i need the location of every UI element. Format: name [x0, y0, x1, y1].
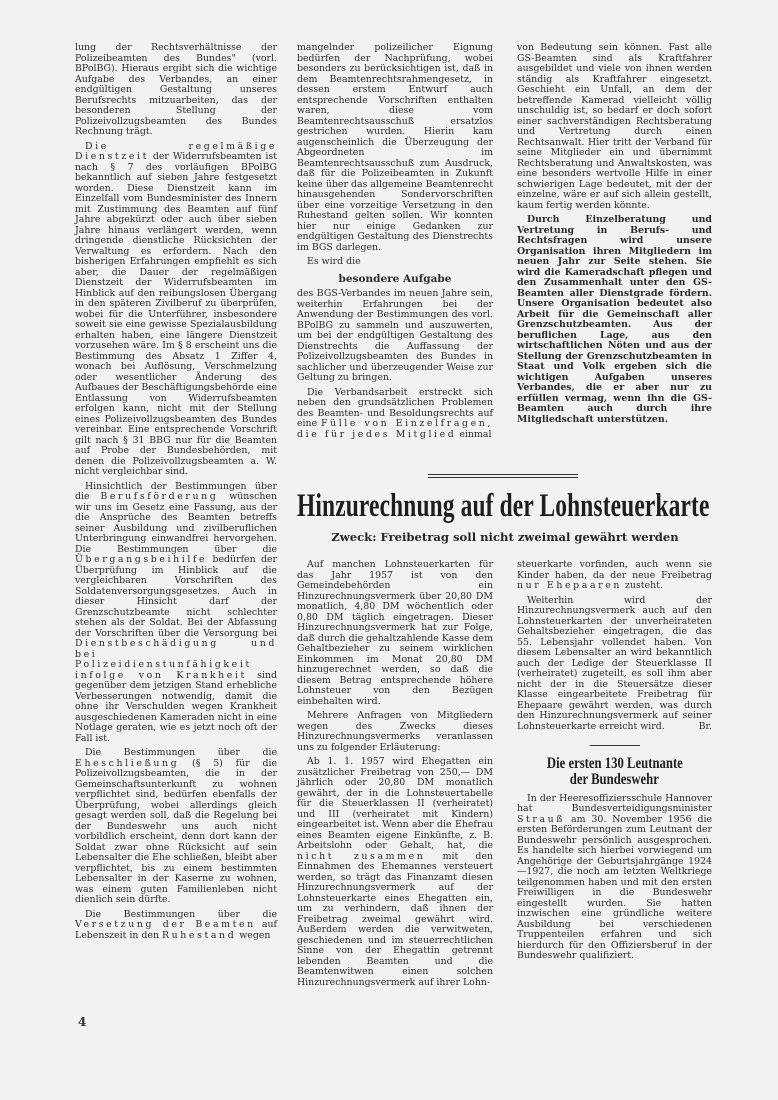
- text-run: mit den Einnahmen des Ehemannes versteuert werden, so trägt das Finanzamt diesen Hinzurechnungsvermerk auf der Lohnsteuerkarte eines Ehegatten ein, um zu verhindern, daß ihnen der Freibetrag zweimal gewährt wird. Außerdem werden die verwitweten, geschiedenen und im steuerrechtlichen Sinne von der Ehegattin getrennt lebenden Beamten und die Beamtenwitwen einen solchen Hinzurechnungsvermerk auf ihrer Lohn-: [297, 850, 494, 988]
- text-run: wünschen wir uns im Gesetz eine Fassung, aus der die Ansprüche des Beamten betreffs seiner Ausbildung und zivilberuflichen Unterbringung einwandfrei hervorgehen. Die Bestimmungen über die: [75, 491, 277, 555]
- article2-column-a: [297, 560, 493, 992]
- column-2-bottom: [297, 289, 493, 440]
- text-run: Ab 1. 1. 1957 wird Ehegatten ein zusätzlicher Freibetrag von 250,— DM jährlich oder 20,80 DM monatlich gewährt, der in die Lohnsteuertabelle für die Steuerklassen II (verheiratet) und III (verheiratet mit Kindern) eingearbeitet ist. Wenn aber die Ehefrau eines Beamten eigene Einkünfte, z. B. Arbeitslohn oder Gehalt, hat, die: [297, 756, 493, 851]
- paragraph: [517, 43, 712, 211]
- text-run: mangelnder polizeilicher Eignung bedürfen der Nachprüfung, wobei besonders zu berücksichtigen ist, daß in dem Beamtenrechtsrahmengesetz, in dessen erstem Entwurf auch entsprechende Vorschriften enthalten waren, diese vom Beamtenrechtsausschuß ersatzlos gestrichen wurden. Hierin kam augenscheinlich die Überzeugung der Abgeordneten im Beamtenrechtsausschuß zum Ausdruck, daß für die Polizeibeamten in Zukunft keine über das allgemeine Beamtenrecht hinausgehenden Sondervorschriften über eine vorzeitige Versetzung in den Ruhestand gelten sollen. Wir konnten hier nur einige Gedanken zur endgültigen Gestaltung des Dienstrechts im BGS darlegen.: [297, 42, 493, 253]
- double-rule-divider: [428, 474, 578, 478]
- text-run: von Bedeutung sein können. Fast alle GS-Beamten sind als Kraftfahrer ausgebildet und viele von ihnen werden ständig als Kraftfahrer eingesetzt. Geschieht ein Unfall, an dem der betreffende Kamerad vielleicht völlig unschuldig ist, so bedarf er doch sofort einer sachverständigen Rechtsberatung und Vertretung durch einen Rechtsanwalt. Hier tritt der Verband für seine Mitglieder ein und übernimmt Rechtsberatung und Anwaltskosten, was eine besonders wertvolle Hilfe in einer schwierigen Lage bedeutet, mit der der einzelne, wäre er auf sich allein gestellt, kaum fertig werden könnte.: [517, 42, 712, 211]
- text-run: Die Bestimmungen über die: [85, 908, 277, 920]
- paragraph: [75, 748, 277, 906]
- author-signature: Br.: [698, 721, 712, 732]
- text-run: des BGS-Verbandes im neuen Jahre sein, weiterhin Erfahrungen bei der Anwendung der Bestimmungen des vorl. BPolBG zu sammeln und auszuwerten, um bei der endgültigen Gestaltung des Dienstrechts die Auffassung der Polizeivollzugsbeamten des Bundes in sachlicher und überzeugender Weise zur Geltung zu bringen.: [297, 288, 493, 383]
- text-run: zusteht.: [622, 580, 663, 591]
- text-run: (§ 5) für die Polizeivollzugsbeamten, die in der Gemeinschaftsunterkunft zu wohnen verpflichtet sind, bedürfen ebenfalls der Überprüfung, wobei allerdings gleich gesagt werden soll, daß die Regelung bei der Bundeswehr uns auch nicht vorbildlich erscheint, denn dort kann der Soldat zwar ohne Rücksicht auf sein Lebensalter die Ehe schließen, bleibt aber verpflichtet, bis zu einem bestimmten Lebensalter in der Kaserne zu wohnen, was einem guten Familienleben nicht dienlich sein dürfte.: [75, 757, 277, 905]
- spaced-emphasis: Strauß: [517, 813, 566, 825]
- text-run: der Widerrufsbeamten ist nach § 7 des vorläufigen BPolBG bekanntlich auf sieben Jahre festgesetzt worden. Diese Dienstzeit kann im Einzelfall vom Bundesminister des Innern mit Zustimmung des Beamten auf fünf Jahre abgekürzt oder auch über sieben Jahre hinaus verlängert werden, wenn dringende dienstliche Rücksichten der Verwaltung es erfordern. Nach den bisherigen Erfahrungen empfiehlt es sich aber, die Dauer der regelmäßigen Dienstzeit der Widerrufsbeamten im Hinblick auf den reibungslosen Übergang in den späteren Zivilberuf zu überprüfen, wobei für die Unterführer, insbesondere soweit sie eine gewisse Spezialausbildung erhalten haben, eine längere Dienstzeit vorzusehen wäre. Im § 8 erscheint uns die Bestimmung des Absatz 1 Ziffer 4, wonach bei Auflösung, Verschmelzung oder wesentlicher Änderung des Aufbaues der Beschäftigungsbehörde eine Entlassung von Widerrufsbeamten erfolgen kann, nicht mit der Stellung eines Polizeivollzugsbeamten des Bundes vereinbar. Eine entsprechende Vorschrift gilt nach § 31 BBG nur für die Beamten auf Probe der Bundesbehörden, mit denen die Polizeivollzugsbeamten a. W. nicht vergleichbar sind.: [75, 151, 277, 477]
- spaced-emphasis: Die regelmäßige Dienstzeit: [75, 140, 277, 162]
- short-rule-divider: [590, 745, 640, 746]
- spaced-emphasis: nur Ehepaaren: [517, 580, 623, 591]
- column-3-bold-conclusion: [517, 215, 712, 425]
- headline-text: Hinzurechnung auf der Lohnsteuerkarte: [297, 488, 710, 524]
- text-run: einmal: [456, 428, 492, 440]
- page-number: 4: [78, 1015, 87, 1029]
- spaced-emphasis: Übergangsbeihilfe: [75, 554, 208, 565]
- text-run: Weiterhin wird der Hinzurechnungsvermerk auch auf den Lohnsteuerkarten der unverheirateten Gehaltsbezieher eingetragen, die das 55. Lebensjahr vollendet haben. Von diesem Lebensalter an wird bekanntlich auch der Ledige der Steuerklasse II (verheiratet) zugeteilt, es soll ihm aber nicht der in die Steuersätze dieser Klasse eingearbeitete Freibetrag für Ehepaare gewährt werden, was durch den Hinzurechnungsvermerk auf seiner Lohnsteuerkarte erreicht wird.: [517, 594, 712, 732]
- paragraph: [297, 388, 493, 441]
- paragraph: [297, 43, 493, 253]
- column-3-regular: [517, 43, 712, 211]
- spaced-emphasis: Ruhestand: [162, 929, 237, 941]
- paragraph: [75, 43, 277, 138]
- text-run: Hinsichtlich der Bestimmungen über die: [75, 480, 277, 502]
- column-2-top: [297, 43, 493, 268]
- spaced-emphasis: Dienstbeschädigung und bei Polizeidienstunfähigkeit infolge von Krankheit: [75, 638, 277, 681]
- spaced-emphasis: nicht zusammen: [297, 850, 426, 862]
- paragraph: [517, 794, 712, 962]
- paragraph: [297, 757, 493, 988]
- text-run: Die Verbandsarbeit erstreckt sich neben den grundsätzlichen Problemen des Beamten- und Besoldungsrechts auf eine: [297, 386, 493, 429]
- text-run: Durch Einzelberatung und Vertretung in Berufs- und Rechtsfragen wird unsere Organisation ihren Mitgliedern im neuen Jahr zur Seite stehen. Sie wird die Kameradschaft pflegen und den Zusammenhalt unter den GS-Beamten aller Dienstgrade fördern. Unsere Organisation bedeutet also Arbeit für die Gemeinschaft aller Grenzschutzbeamten. Aus der beruflichen Lage, aus den wirtschaftlichen Nöten und aus der Stellung der Grenzschutzbeamten in Staat und Volk ergeben sich die wichtigen Aufgaben unseres Verbandes, die er aber nur zu erfüllen vermag, wenn ihn die GS-Beamten auch durch ihre Mitgliedschaft unterstützen.: [517, 214, 712, 425]
- article1-column-3: [517, 43, 712, 429]
- text-run: lung der Rechtsverhältnisse der Polizeibeamten des Bundes" (vorl. BPolBG). Hieraus ergibt sich die wichtige Aufgabe des Verbandes, an einer endgültigen Gestaltung unseres Berufsrechts mitzuarbeiten, das der besonderen Stellung der Polizeivollzugsbeamten des Bundes Rechnung trägt.: [75, 42, 277, 137]
- text-run: Mehrere Anfragen von Mitgliedern wegen des Zwecks dieses Hinzurechnungsvermerks veranlassen uns zu folgender Erläuterung:: [297, 710, 493, 753]
- paragraph: [517, 596, 712, 733]
- paragraph: [297, 560, 493, 707]
- text-run: sind gegenüber dem jetzigen Stand erhebliche Verbesserungen notwendig, damit die ohne ihr Verschulden wegen Krankheit ausgeschiedenen Kameraden nicht in eine Notlage geraten, wie es jetzt noch oft der Fall ist.: [75, 669, 277, 744]
- text-run: steuerkarte vorfinden, auch wenn sie Kinder haben, da der neue Freibetrag: [517, 559, 712, 581]
- text-run: bedürfen der Überprüfung im Hinblick auf die vergleichbaren Vorschriften des Soldatenversorgungsgesetzes. Auch in dieser Hinsicht darf der Grenzschutzbeamte nicht schlechter stehen als der Soldat. Bei der Abfassung der Vorschriften über die Versorgung bei: [75, 554, 277, 639]
- article2-column-b: [517, 560, 712, 966]
- paragraph: [297, 257, 493, 268]
- paragraph: [75, 142, 277, 478]
- paragraph: [75, 482, 277, 745]
- article2-column-b-text: [517, 560, 712, 732]
- text-run: wegen: [236, 929, 271, 941]
- article3-title-line-2: der Bundeswehr: [569, 770, 660, 788]
- spaced-emphasis: Versetzung der Beamten: [75, 919, 256, 930]
- text-run: In der Heeresoffiziersschule Hannover hat Bundesverteidigungsminister: [517, 792, 712, 814]
- text-run: Die Bestimmungen über die: [85, 747, 277, 758]
- paragraph: [297, 711, 493, 753]
- text-run: Es wird die: [307, 256, 361, 267]
- article2-subtitle: Zweck: Freibetrag soll nicht zweimal gewährt werden: [331, 530, 679, 544]
- article2-headline: [297, 489, 713, 523]
- article1-column-1: [75, 43, 277, 945]
- paragraph: [75, 910, 277, 942]
- paragraph: [517, 560, 712, 592]
- article3-body: [517, 794, 712, 962]
- text-run: am 30. November 1956 die ersten Beförderungen zum Leutnant der Bundeswehr persönlich ausgesprochen. Es handelte sich hierbei vorwiegend um Angehörige der Geburtsjahrgänge 1924—1927, die noch am letzten Weltkriege teilgenommen haben und mit den ersten Freiwilligen in die Bundeswehr eingestellt wurden. Sie hatten inzwischen eine gründliche weitere Ausbildung bei verschiedenen Truppenteilen erfahren und sich hierdurch für den Offiziersberuf in der Bundeswehr qualifiziert.: [517, 813, 712, 961]
- text-run: Auf manchen Lohnsteuerkarten für das Jahr 1957 ist von den Gemeindebehörden ein Hinzurechnungsvermerk über 20,80 DM monatlich, 4,80 DM wöchentlich oder 0,80 DM täglich eingetragen. Dieser Hinzurechnungsvermerk hat zur Folge, daß durch die gehaltzahlende Kasse dem Gehaltbezieher zu seinem wirklichen Einkommen im Monat 20,80 DM hinzugerechnet werden, so daß die diesem Betrag entsprechende höhere Lohnsteuer von den Bezügen einbehalten wird.: [297, 559, 493, 707]
- spaced-emphasis: Fülle von Einzelfragen, die für jedes Mitglied: [297, 418, 493, 440]
- text-run: auf Lebenszeit in den: [75, 919, 277, 941]
- article3-title-line-1: Die ersten 130 Leutnante: [546, 754, 683, 772]
- subheading-besondere-aufgabe: besondere Aufgabe: [338, 272, 452, 285]
- spaced-emphasis: Berufsförderung: [100, 491, 219, 502]
- article1-column-2: [297, 43, 493, 444]
- article3-title: [517, 756, 712, 788]
- paragraph: [297, 289, 493, 384]
- paragraph: [517, 215, 712, 425]
- spaced-emphasis: Eheschließung: [75, 757, 180, 769]
